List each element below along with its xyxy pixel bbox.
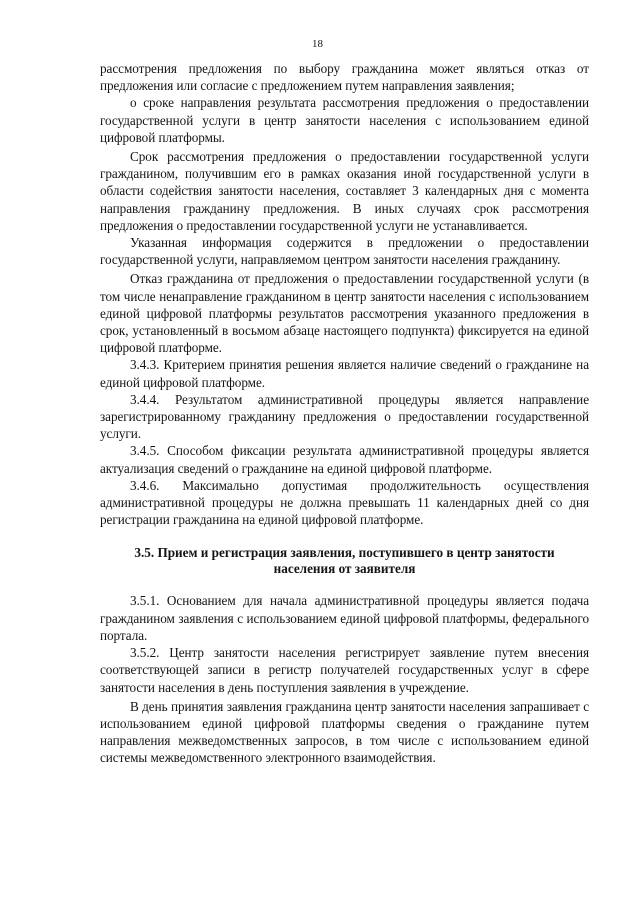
paragraph-3-4-6: 3.4.6. Максимально допустимая продолжительность осуществления административной процедуры не должна превышать 11 календарных дней со дня регистрации гражданина на единой цифровой платформе. (100, 477, 589, 528)
page-number: 18 (312, 38, 323, 50)
paragraph-3-4-5: 3.4.5. Способом фиксации результата административной процедуры является актуализация сведений о гражданине на единой цифровой платформе. (100, 443, 589, 476)
paragraph-review-term: Срок рассмотрения предложения о предоставлении государственной услуги гражданином, получившим его в рамках оказания иной государственной услуги в области содействия занятости населения, составляет 3 календарных дня с момента направления гражданину предложения. В иных случаях срок рассмотрения предложения о предоставлении государственной услуги не устанавливается. (100, 149, 589, 233)
paragraph-3-4-3: 3.4.3. Критерием принятия решения является наличие сведений о гражданине на единой цифровой платформе. (100, 357, 589, 390)
document-body (100, 60, 589, 767)
paragraph-request-data: В день принятия заявления гражданина центр занятости населения запрашивает с использованием единой цифровой платформы сведения о гражданине путем направления межведомственных запросов, в том числе с использованием единой системы межведомственного электронного взаимодействия. (100, 698, 589, 766)
section-heading-3-5 (100, 545, 589, 576)
paragraph-3-5-1: 3.5.1. Основанием для начала административной процедуры является подача гражданином заявления с использованием единой цифровой платформы, федерального портала. (100, 593, 589, 643)
section-heading-line-2: населения от заявителя (273, 560, 416, 576)
paragraph-refusal: Отказ гражданина от предложения о предоставлении государственной услуги (в том числе ненаправление гражданином в центр занятости населения с использованием единой цифровой платформы результатов рассмотрения указанного предложения в срок, установленный в восьмом абзаце настоящего подпункта) фиксируется на единой цифровой платформе. (100, 271, 589, 356)
section-heading-line-1: 3.5. Прием и регистрация заявления, поступившего в центр занятости (134, 545, 555, 561)
paragraph-continuation: рассмотрения предложения по выбору гражданина может являться отказ от предложения или согласие с предложением путем направления заявления; (100, 61, 589, 94)
paragraph-info-content: Указанная информация содержится в предложении о предоставлении государственной услуги, направляемом центром занятости населения гражданину. (100, 235, 589, 268)
paragraph-term-item: о сроке направления результата рассмотрения предложения о предоставлении государственной услуги в центр занятости населения с использованием единой цифровой платформы. (100, 95, 589, 145)
paragraph-3-4-4: 3.4.4. Результатом административной процедуры является направление зарегистрированному гражданину предложения о предоставлении государственной услуги. (100, 391, 589, 442)
paragraph-3-5-2: 3.5.2. Центр занятости населения регистрирует заявление путем внесения соответствующей записи в регистр получателей государственных услуг в сфере занятости населения в день поступления заявления в учреждение. (100, 645, 589, 695)
